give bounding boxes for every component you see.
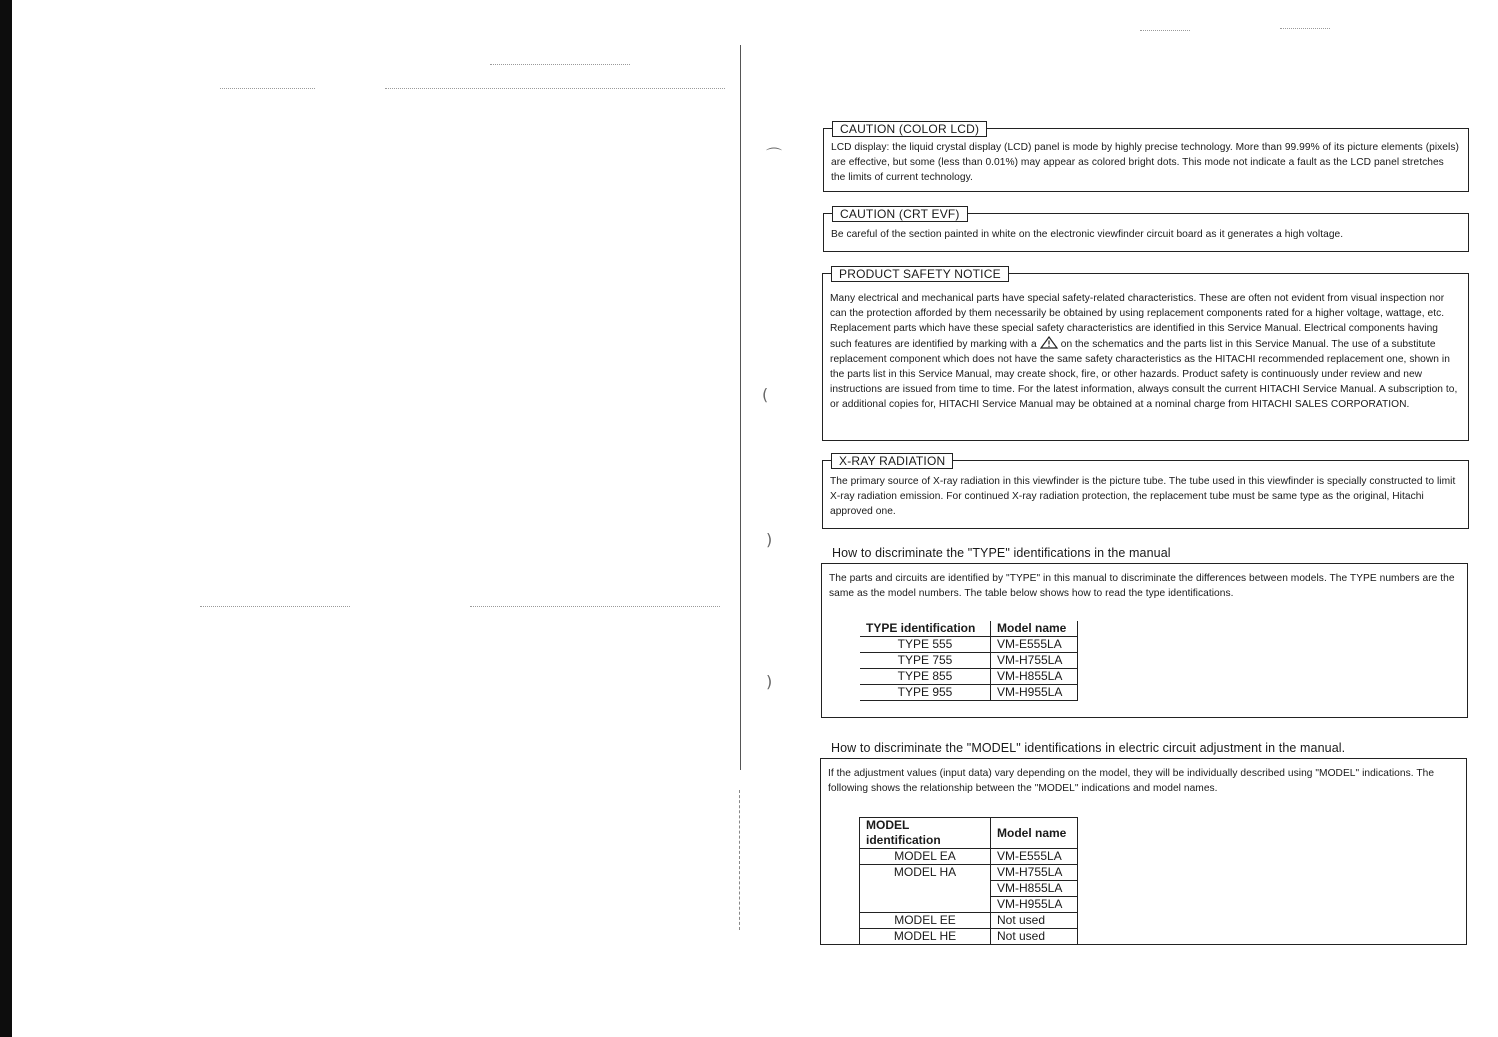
table-row [860, 849, 1078, 865]
caution-lcd-box [823, 122, 1469, 192]
scan-noise [220, 88, 315, 90]
table-header: TYPE identification [860, 621, 991, 637]
model-section-box [820, 758, 1467, 945]
xray-box [822, 454, 1469, 529]
table-row [860, 637, 1078, 653]
caution-lcd-text: LCD display: the liquid crystal display (LCD) panel is mode by highly precise technology. More than 99.99% of its picture elements (pixels) are effective, but some (less than 0.01%) may appear as colored bright dots. This mode not indicate a fault as the LCD panel stretches the limits of current technology. [831, 142, 1459, 183]
model-name-cell: VM-H755LA [991, 865, 1078, 881]
scan-noise [1280, 28, 1330, 30]
caution-lcd-label: CAUTION (COLOR LCD) [832, 121, 987, 137]
table-header: Model name [991, 621, 1078, 637]
punch-hole-mark: ( [762, 385, 769, 404]
scan-noise [385, 88, 725, 90]
model-table-body [860, 849, 1078, 945]
identification-cell: MODEL EA [860, 849, 991, 865]
identification-cell: TYPE 755 [860, 653, 991, 669]
table-header: MODEL identification [860, 818, 991, 849]
table-row [860, 653, 1078, 669]
table-header: Model name [991, 818, 1078, 849]
scan-noise [490, 64, 630, 66]
page-fold-dash [739, 790, 740, 930]
identification-cell [860, 897, 991, 913]
scan-noise [1140, 30, 1190, 32]
caution-crt-label: CAUTION (CRT EVF) [832, 206, 968, 222]
safety-notice-box [822, 267, 1469, 441]
model-name-cell: VM-H955LA [991, 897, 1078, 913]
table-row [860, 669, 1078, 685]
punch-hole-mark: ⌒ [766, 146, 783, 165]
identification-cell: MODEL EE [860, 913, 991, 929]
safety-notice-label: PRODUCT SAFETY NOTICE [831, 266, 1009, 282]
scan-edge [0, 0, 12, 1037]
model-section-text: If the adjustment values (input data) vary depending on the model, they will be individually described using "MODEL" indications. The following shows the relationship between the "MODEL" indications and model names. [828, 768, 1435, 794]
xray-text: The primary source of X-ray radiation in this viewfinder is the picture tube. The tube used in this viewfinder is specially constructed to limit X-ray radiation emission. For continued X-ray radiation protection, the replacement tube must be same type as the original, Hitachi approved one. [830, 476, 1456, 517]
punch-hole-mark: ) [766, 530, 773, 549]
table-row [860, 881, 1078, 897]
table-row [860, 897, 1078, 913]
warning-triangle-icon [1040, 336, 1058, 349]
table-row [860, 685, 1078, 701]
model-name-cell: VM-H955LA [991, 685, 1078, 701]
model-name-cell: Not used [991, 913, 1078, 929]
model-name-cell: VM-E555LA [991, 637, 1078, 653]
model-name-cell: Not used [991, 929, 1078, 945]
type-section-box [821, 563, 1468, 718]
safety-text-part-2: on the schematics and the parts list in this Service Manual. The use of a substitute replacement component which does not have the same safety characteristics as the HITACHI recommended replacement one, shown in the parts list in this Service Manual, may create shock, fire, or other hazards. Product safety is continuously under review and new instructions are issued from time to time. For the latest information, always consult the current HITACHI Service Manual. A subscription to, or additional copies for, HITACHI Service Manual may be obtained at a nominal charge from HITACHI SALES CORPORATION. [830, 339, 1458, 410]
caution-crt-box [823, 207, 1469, 252]
model-name-cell: VM-E555LA [991, 849, 1078, 865]
identification-cell: MODEL HE [860, 929, 991, 945]
type-section-heading: How to discriminate the "TYPE" identifications in the manual [832, 546, 1171, 560]
scan-noise [470, 606, 720, 608]
model-section-heading: How to discriminate the "MODEL" identifications in electric circuit adjustment in the manual. [831, 741, 1346, 755]
page-fold-line [740, 45, 741, 770]
type-table-body [860, 637, 1078, 701]
xray-label: X-RAY RADIATION [831, 453, 953, 469]
safety-text-part-1: Many electrical and mechanical parts have special safety-related characteristics. These are often not evident from visual inspection nor can the protection afforded by them necessarily be obtained by using replacement components rated for a higher voltage, wattage, etc. Replacement parts which have these special safety characteristics are identified in this Service Manual. Electrical components having such features are identified by marking with a [830, 293, 1445, 350]
table-row [860, 865, 1078, 881]
model-name-cell: VM-H855LA [991, 669, 1078, 685]
model-name-cell: VM-H755LA [991, 653, 1078, 669]
caution-crt-text: Be careful of the section painted in white on the electronic viewfinder circuit board as it generates a high voltage. [831, 229, 1344, 240]
model-name-cell: VM-H855LA [991, 881, 1078, 897]
safety-notice-text [830, 291, 1460, 412]
identification-cell: MODEL HA [893, 865, 957, 880]
table-row [860, 929, 1078, 945]
identification-cell [860, 881, 991, 897]
identification-cell: TYPE 955 [860, 685, 991, 701]
type-section-text: The parts and circuits are identified by "TYPE" in this manual to discriminate the differences between models. The TYPE numbers are the same as the model numbers. The table below shows how to read the type identifications. [829, 573, 1455, 599]
table-row [860, 913, 1078, 929]
model-identification-table [859, 817, 1078, 945]
scan-noise [200, 606, 350, 608]
identification-cell: TYPE 555 [860, 637, 991, 653]
punch-hole-mark: ) [766, 672, 773, 691]
type-identification-table [860, 621, 1078, 701]
identification-cell: TYPE 855 [860, 669, 991, 685]
